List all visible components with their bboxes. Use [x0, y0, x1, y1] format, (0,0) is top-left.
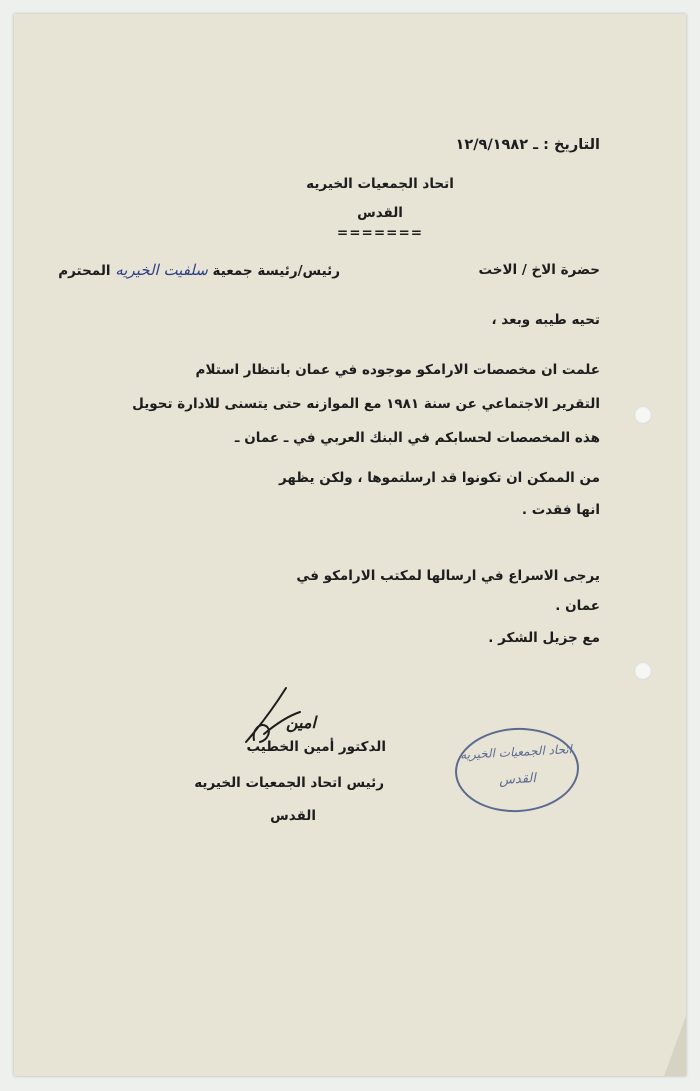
body-line-5: انها فقدت . [521, 502, 600, 518]
organization-city: القدس [357, 205, 403, 221]
signatory-title: رئيس اتحاد الجمعيات الخيريه [194, 775, 384, 791]
body-line-1: علمت ان مخصصات الارامكو موجوده في عمان بانتظار استلام [195, 362, 600, 378]
body-line-2: التقرير الاجتماعي عن سنة ١٩٨١ مع الموازنه حتى يتسنى للادارة تحويل [132, 396, 600, 412]
body-line-4: من الممكن ان تكونوا قد ارسلتموها ، ولكن يظهر [279, 470, 600, 486]
addressee-role: رئيس/رئيسة جمعية [212, 263, 340, 279]
letter-sheet [14, 14, 686, 1076]
city-underline: ======= [336, 225, 424, 241]
addressee-line [58, 260, 340, 281]
addressee-handwritten-name: سلفيت الخيريه [115, 261, 208, 279]
organization-name: اتحاد الجمعيات الخيريه [306, 176, 454, 192]
request-line-1: يرجى الاسراع في ارسالها لمكتب الارامكو في [296, 568, 600, 584]
body-line-3: هذه المخصصات لحسابكم في البنك العربي في ـ عمان ـ [234, 430, 600, 446]
date-line: التاريخ : ـ ١٢/٩/١٩٨٢ [455, 137, 600, 153]
signatory-name: الدكتور أمين الخطيب [246, 739, 386, 755]
stamp-city: القدس [498, 771, 537, 788]
stamp-org-name: اتحاد الجمعيات الخيريه [459, 742, 573, 762]
request-line-2: عمان . [555, 598, 600, 614]
addressee-salutation: حضرة الاخ / الاخت [478, 262, 600, 278]
thanks-line: مع جزيل الشكر . [488, 630, 600, 646]
signature-text: امين [285, 713, 316, 732]
addressee-honorific: المحترم [58, 263, 111, 279]
signatory-city: القدس [270, 808, 316, 824]
greeting: تحيه طيبه وبعد ، [491, 312, 600, 328]
punch-hole-bottom [634, 662, 652, 680]
organization-stamp [453, 725, 581, 815]
punch-hole-top [634, 406, 652, 424]
